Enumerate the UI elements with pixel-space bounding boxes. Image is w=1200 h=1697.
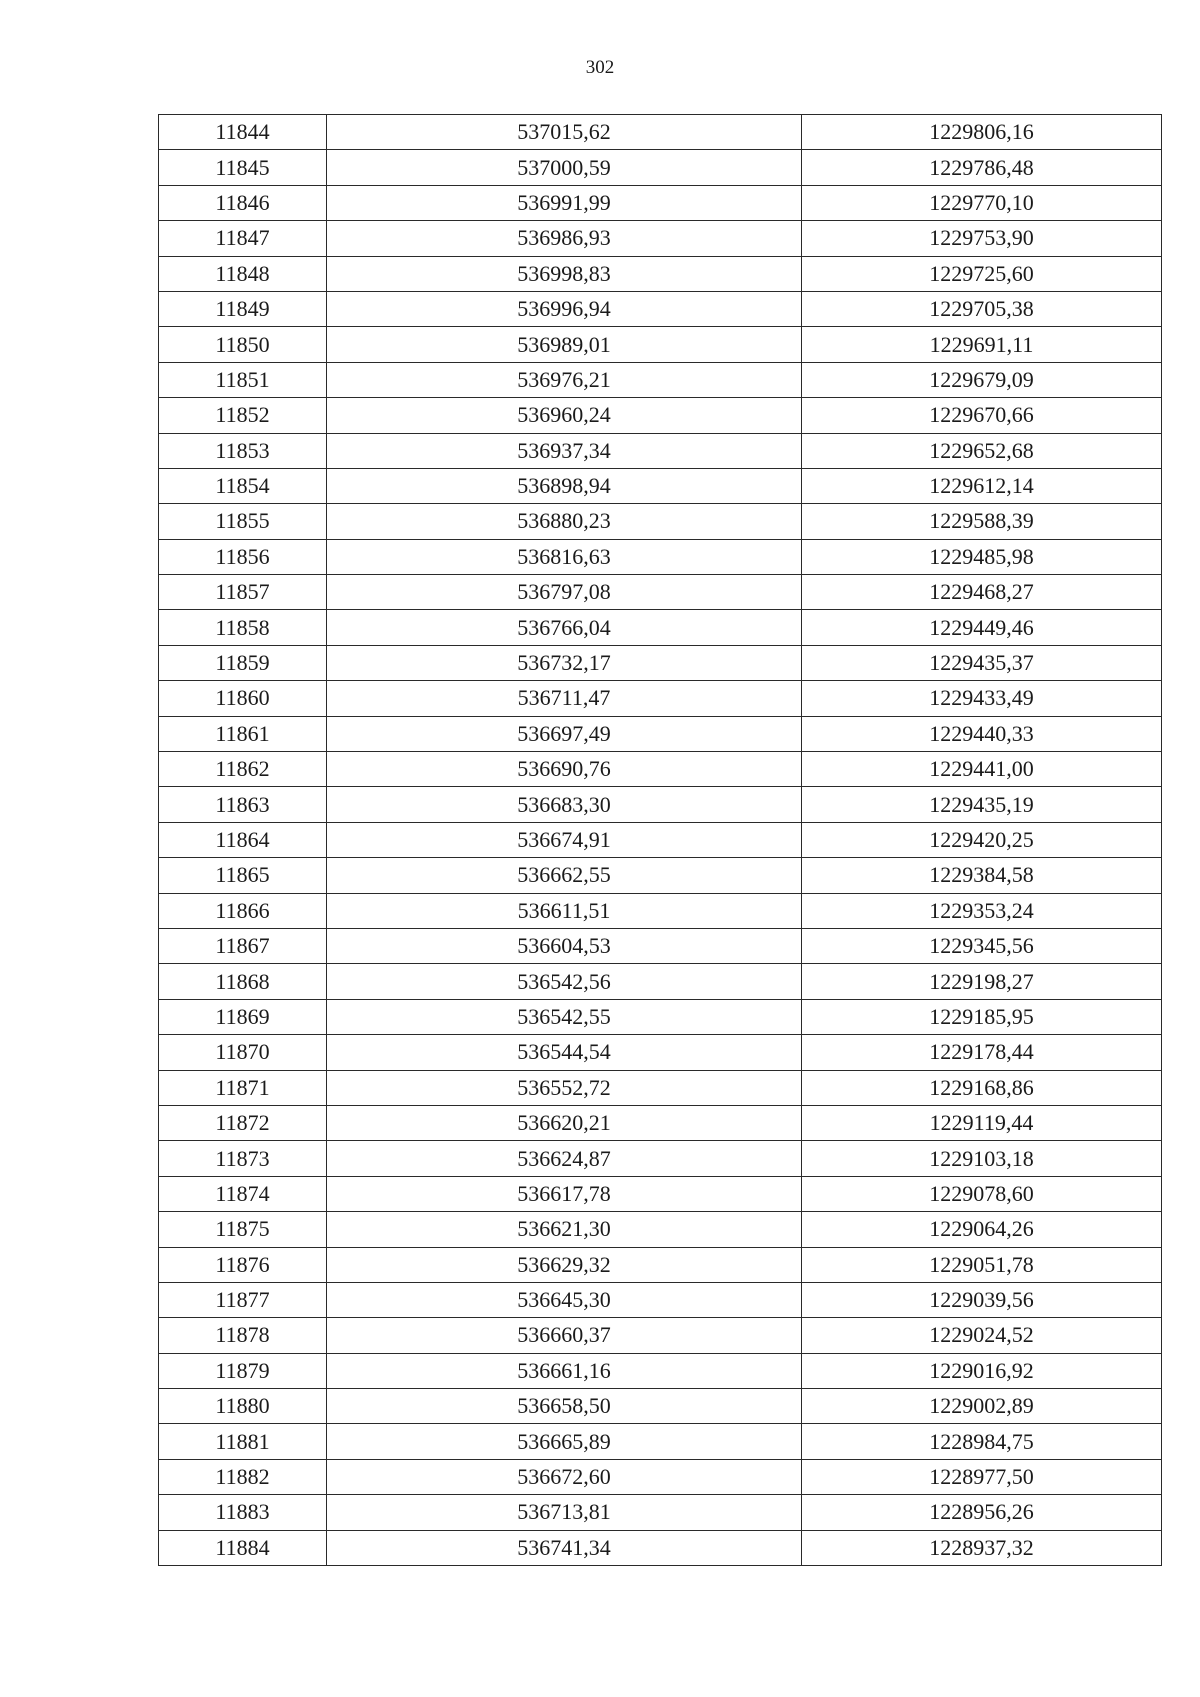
table-row (159, 398, 1162, 433)
point-number-cell: 11883 (159, 1495, 327, 1530)
y-coordinate-cell: 1229168,86 (802, 1070, 1162, 1105)
y-coordinate-cell: 1228984,75 (802, 1424, 1162, 1459)
y-coordinate-cell: 1229612,14 (802, 468, 1162, 503)
table-row (159, 645, 1162, 680)
point-number-cell: 11848 (159, 256, 327, 291)
table-row (159, 681, 1162, 716)
y-coordinate-cell: 1229691,11 (802, 327, 1162, 362)
x-coordinate-cell: 536658,50 (327, 1389, 802, 1424)
point-number-cell: 11865 (159, 858, 327, 893)
y-coordinate-cell: 1229753,90 (802, 221, 1162, 256)
y-coordinate-cell: 1229440,33 (802, 716, 1162, 751)
point-number-cell: 11880 (159, 1389, 327, 1424)
y-coordinate-cell: 1229051,78 (802, 1247, 1162, 1282)
table-row (159, 256, 1162, 291)
point-number-cell: 11876 (159, 1247, 327, 1282)
point-number-cell: 11866 (159, 893, 327, 928)
y-coordinate-cell: 1228977,50 (802, 1459, 1162, 1494)
table-row (159, 468, 1162, 503)
y-coordinate-cell: 1229002,89 (802, 1389, 1162, 1424)
point-number-cell: 11860 (159, 681, 327, 716)
x-coordinate-cell: 536690,76 (327, 752, 802, 787)
table-row (159, 787, 1162, 822)
table-row (159, 504, 1162, 539)
point-number-cell: 11864 (159, 822, 327, 857)
table-row (159, 362, 1162, 397)
table-row (159, 1141, 1162, 1176)
x-coordinate-cell: 536998,83 (327, 256, 802, 291)
table-row (159, 575, 1162, 610)
table-row (159, 1318, 1162, 1353)
point-number-cell: 11869 (159, 999, 327, 1034)
table-row (159, 1424, 1162, 1459)
point-number-cell: 11872 (159, 1105, 327, 1140)
table-row (159, 928, 1162, 963)
table-row (159, 327, 1162, 362)
point-number-cell: 11846 (159, 185, 327, 220)
y-coordinate-cell: 1229039,56 (802, 1282, 1162, 1317)
table-row (159, 1212, 1162, 1247)
y-coordinate-cell: 1229433,49 (802, 681, 1162, 716)
x-coordinate-cell: 536552,72 (327, 1070, 802, 1105)
point-number-cell: 11854 (159, 468, 327, 503)
table-row (159, 1035, 1162, 1070)
point-number-cell: 11884 (159, 1530, 327, 1565)
x-coordinate-cell: 537015,62 (327, 115, 802, 150)
x-coordinate-cell: 537000,59 (327, 150, 802, 185)
x-coordinate-cell: 536624,87 (327, 1141, 802, 1176)
table-row (159, 752, 1162, 787)
table-row (159, 1070, 1162, 1105)
table-row (159, 1495, 1162, 1530)
y-coordinate-cell: 1229670,66 (802, 398, 1162, 433)
x-coordinate-cell: 536880,23 (327, 504, 802, 539)
y-coordinate-cell: 1229384,58 (802, 858, 1162, 893)
point-number-cell: 11859 (159, 645, 327, 680)
table-row (159, 716, 1162, 751)
point-number-cell: 11870 (159, 1035, 327, 1070)
coordinates-table (158, 114, 1162, 1566)
coordinates-table-body (159, 115, 1162, 1566)
point-number-cell: 11882 (159, 1459, 327, 1494)
table-row (159, 1389, 1162, 1424)
x-coordinate-cell: 536986,93 (327, 221, 802, 256)
y-coordinate-cell: 1229078,60 (802, 1176, 1162, 1211)
x-coordinate-cell: 536766,04 (327, 610, 802, 645)
table-row (159, 1459, 1162, 1494)
table-row (159, 610, 1162, 645)
point-number-cell: 11849 (159, 291, 327, 326)
x-coordinate-cell: 536662,55 (327, 858, 802, 893)
x-coordinate-cell: 536976,21 (327, 362, 802, 397)
point-number-cell: 11863 (159, 787, 327, 822)
y-coordinate-cell: 1229198,27 (802, 964, 1162, 999)
y-coordinate-cell: 1229588,39 (802, 504, 1162, 539)
table-row (159, 999, 1162, 1034)
table-row (159, 433, 1162, 468)
y-coordinate-cell: 1229705,38 (802, 291, 1162, 326)
y-coordinate-cell: 1229652,68 (802, 433, 1162, 468)
point-number-cell: 11845 (159, 150, 327, 185)
table-row (159, 539, 1162, 574)
y-coordinate-cell: 1229119,44 (802, 1105, 1162, 1140)
y-coordinate-cell: 1228956,26 (802, 1495, 1162, 1530)
x-coordinate-cell: 536713,81 (327, 1495, 802, 1530)
x-coordinate-cell: 536660,37 (327, 1318, 802, 1353)
x-coordinate-cell: 536629,32 (327, 1247, 802, 1282)
y-coordinate-cell: 1229064,26 (802, 1212, 1162, 1247)
point-number-cell: 11875 (159, 1212, 327, 1247)
table-row (159, 221, 1162, 256)
table-row (159, 185, 1162, 220)
point-number-cell: 11881 (159, 1424, 327, 1459)
point-number-cell: 11877 (159, 1282, 327, 1317)
x-coordinate-cell: 536672,60 (327, 1459, 802, 1494)
y-coordinate-cell: 1229468,27 (802, 575, 1162, 610)
x-coordinate-cell: 536741,34 (327, 1530, 802, 1565)
table-row (159, 150, 1162, 185)
x-coordinate-cell: 536621,30 (327, 1212, 802, 1247)
y-coordinate-cell: 1229449,46 (802, 610, 1162, 645)
y-coordinate-cell: 1229806,16 (802, 115, 1162, 150)
y-coordinate-cell: 1229024,52 (802, 1318, 1162, 1353)
table-row (159, 1530, 1162, 1565)
page-number: 302 (585, 57, 615, 78)
y-coordinate-cell: 1229103,18 (802, 1141, 1162, 1176)
point-number-cell: 11852 (159, 398, 327, 433)
y-coordinate-cell: 1229435,37 (802, 645, 1162, 680)
x-coordinate-cell: 536620,21 (327, 1105, 802, 1140)
x-coordinate-cell: 536711,47 (327, 681, 802, 716)
y-coordinate-cell: 1229345,56 (802, 928, 1162, 963)
x-coordinate-cell: 536898,94 (327, 468, 802, 503)
x-coordinate-cell: 536797,08 (327, 575, 802, 610)
x-coordinate-cell: 536544,54 (327, 1035, 802, 1070)
point-number-cell: 11862 (159, 752, 327, 787)
y-coordinate-cell: 1229679,09 (802, 362, 1162, 397)
y-coordinate-cell: 1229441,00 (802, 752, 1162, 787)
table-row (159, 858, 1162, 893)
point-number-cell: 11871 (159, 1070, 327, 1105)
x-coordinate-cell: 536542,56 (327, 964, 802, 999)
x-coordinate-cell: 536683,30 (327, 787, 802, 822)
y-coordinate-cell: 1229725,60 (802, 256, 1162, 291)
table-row (159, 1353, 1162, 1388)
x-coordinate-cell: 536697,49 (327, 716, 802, 751)
x-coordinate-cell: 536611,51 (327, 893, 802, 928)
x-coordinate-cell: 536604,53 (327, 928, 802, 963)
x-coordinate-cell: 536816,63 (327, 539, 802, 574)
x-coordinate-cell: 536542,55 (327, 999, 802, 1034)
y-coordinate-cell: 1229178,44 (802, 1035, 1162, 1070)
x-coordinate-cell: 536617,78 (327, 1176, 802, 1211)
x-coordinate-cell: 536996,94 (327, 291, 802, 326)
point-number-cell: 11856 (159, 539, 327, 574)
point-number-cell: 11844 (159, 115, 327, 150)
x-coordinate-cell: 536645,30 (327, 1282, 802, 1317)
table-row (159, 1247, 1162, 1282)
table-row (159, 291, 1162, 326)
y-coordinate-cell: 1229420,25 (802, 822, 1162, 857)
table-row (159, 1282, 1162, 1317)
point-number-cell: 11878 (159, 1318, 327, 1353)
point-number-cell: 11855 (159, 504, 327, 539)
point-number-cell: 11861 (159, 716, 327, 751)
x-coordinate-cell: 536661,16 (327, 1353, 802, 1388)
y-coordinate-cell: 1229770,10 (802, 185, 1162, 220)
y-coordinate-cell: 1229353,24 (802, 893, 1162, 928)
y-coordinate-cell: 1228937,32 (802, 1530, 1162, 1565)
point-number-cell: 11850 (159, 327, 327, 362)
point-number-cell: 11879 (159, 1353, 327, 1388)
point-number-cell: 11853 (159, 433, 327, 468)
x-coordinate-cell: 536960,24 (327, 398, 802, 433)
table-row (159, 1105, 1162, 1140)
x-coordinate-cell: 536989,01 (327, 327, 802, 362)
table-row (159, 964, 1162, 999)
table-row (159, 115, 1162, 150)
point-number-cell: 11873 (159, 1141, 327, 1176)
point-number-cell: 11867 (159, 928, 327, 963)
point-number-cell: 11868 (159, 964, 327, 999)
x-coordinate-cell: 536665,89 (327, 1424, 802, 1459)
x-coordinate-cell: 536991,99 (327, 185, 802, 220)
table-row (159, 822, 1162, 857)
y-coordinate-cell: 1229016,92 (802, 1353, 1162, 1388)
x-coordinate-cell: 536937,34 (327, 433, 802, 468)
x-coordinate-cell: 536674,91 (327, 822, 802, 857)
table-row (159, 1176, 1162, 1211)
point-number-cell: 11857 (159, 575, 327, 610)
y-coordinate-cell: 1229185,95 (802, 999, 1162, 1034)
y-coordinate-cell: 1229485,98 (802, 539, 1162, 574)
x-coordinate-cell: 536732,17 (327, 645, 802, 680)
table-row (159, 893, 1162, 928)
y-coordinate-cell: 1229435,19 (802, 787, 1162, 822)
point-number-cell: 11858 (159, 610, 327, 645)
point-number-cell: 11847 (159, 221, 327, 256)
point-number-cell: 11851 (159, 362, 327, 397)
point-number-cell: 11874 (159, 1176, 327, 1211)
y-coordinate-cell: 1229786,48 (802, 150, 1162, 185)
